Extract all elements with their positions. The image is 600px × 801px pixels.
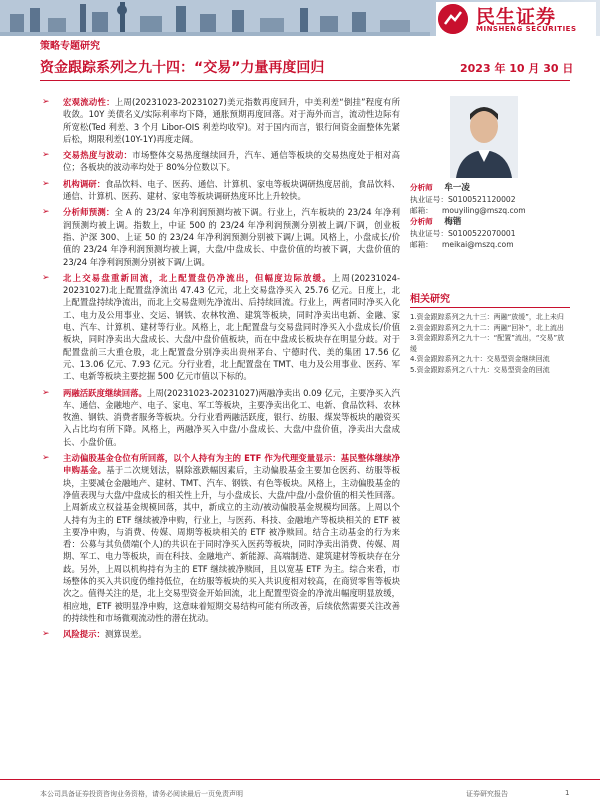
analyst-email[interactable]: mouyiling@mszq.com: [442, 206, 526, 215]
summary-item-northbound: ➢ 北上交易盘重新回流，北上配置盘仍净流出，但幅度边际放缓。上周(20231024-20231027)北上配置盘净流出 47.43 亿元，北上交易盘净买入 25.76 亿元。日度上，北上配置盘持续净流出，而北上交易盘则先净流出、后持续回流。行业上，两者同时净买入化工、电力及公用事业、交运、钢铁、农林牧渔、建筑等板块，同时净卖出电新、金融、家电、汽车、计算机、建材等行业。风格上，北上配置盘与交易盘同时净买入小盘成长/价值板块，同时净卖出大盘成长、大盘/中盘价值板块，而在中盘成长板块存在明显分歧。对于配置盘前三大重仓股，北上配置盘分别净卖出贵州茅台、宁德时代、美的集团 17.56 亿元、13.06 亿元、7.93 亿元。分行业看，北上配置盘在 TMT、电力及公用事业、医药、军工、电新等板块主要挖掘 500 亿元市值以下标的。: [42, 272, 400, 382]
analyst-cert: S0100522070001: [447, 229, 516, 238]
arrow-icon: ➢: [42, 97, 50, 107]
related-research-list: [410, 312, 570, 375]
arrow-icon: ➢: [42, 207, 50, 218]
analyst-block-2: 分析师 梅锴 执业证号：S0100522070001 邮箱： meikai@mszq.com: [410, 217, 516, 249]
page-footer: [0, 779, 600, 801]
related-research-item[interactable]: 1.资金跟踪系列之九十三：两融“放缓”，北上未归: [410, 313, 564, 321]
logo-text-en: MINSHENG SECURITIES: [476, 25, 577, 33]
related-research-item[interactable]: 2.资金跟踪系列之九十二：两融“回补”，北上流出: [410, 323, 564, 332]
arrow-icon: ➢: [42, 629, 50, 640]
page-number: 1: [565, 789, 570, 797]
arrow-icon: ➢: [42, 387, 50, 398]
summary-item-funds: ➢ 主动偏股基金仓位有所回落，以个人持有为主的 ETF 作为代理变量显示：基民整体继续净申购基金。基于二次规划法，剔除涨跌幅因素后，主动偏股基金主要加仓医药、纺服等板块，主要减仓金融地产、建材、TMT、汽车、钢铁、有色等板块。风格上，主动偏股基金的净值表现与大盘/中盘成长的相关性上升，与小盘成长、大盘/中盘/小盘价值的相关性回落。上周新成立权益基金规模回落，其中，新成立的主动/被动偏股基金规模均回落。上周以个人持有为主的 ETF 继续被净申购，行业上，与医药、科技、金融地产等板块相关的 ETF 被主要净申购，与消费、传媒、周期等板块相关的 ETF 被净赎回。结合主动基金的行为来看：公募与其负债端(个人)的共识在于同时净买入医药等板块，同时净卖出消费、传媒、周期、军工、电力等板块，而在科技、金融地产、新能源、高端制造、建筑建材等板块存在分歧。另外，上周以机构持有为主的 ETF 继续被净赎回，且以宽基 ETF 为主。综合来看，市场整体的买入共识度仍维持低位，在纺服等板块的买入共识度相对较高，在商贸零售等板块次之。值得关注的是，北上交易型资金开始回流，北上配置型资金的净流出幅度明显放缓，相应地，ETF 被明显净申购，这意味着短期交易结构可能有所改善，后续依然需要关注改善的持续性和市场微观流动性的潜在扰动。: [42, 453, 401, 623]
report-title: 资金跟踪系列之九十四：“交易”力量再度回归: [40, 60, 325, 76]
summary-item-research: ➢ 机构调研：食品饮料、电子、医药、通信、计算机、家电等板块调研热度居前，食品饮料、通信、计算机、医药、建材、家电等板块调研热度环比上升较快。: [42, 178, 401, 202]
header-banner: [0, 0, 600, 36]
related-research-item[interactable]: 3.资金跟踪系列之九十一：“配置”流出，“交易”放缓: [410, 334, 565, 353]
arrow-icon: ➢: [42, 150, 50, 161]
arrow-icon: ➢: [42, 178, 50, 189]
analyst-name: 梅锴: [444, 217, 462, 227]
header-divider: [40, 80, 570, 81]
summary-item-risk: ➢ 风险提示：测算误差。: [42, 629, 147, 640]
analyst-email[interactable]: meikai@mszq.com: [442, 240, 514, 249]
related-research-item[interactable]: 5.资金跟踪系列之八十九：交易型资金的回流: [410, 365, 550, 374]
report-date: 2023 年 10 月 30 日: [460, 62, 574, 75]
arrow-icon: ➢: [42, 272, 50, 283]
related-research-title: 相关研究: [410, 290, 570, 308]
summary-item-trading-heat: ➢ 交易热度与波动：市场整体交易热度继续回升，汽车、通信等板块的交易热度处于相对高位；各板块的波动率均处于 80%分位数以下。: [42, 150, 401, 173]
summary-item-margin: ➢ 两融活跃度继续回落。上周(20231023-20231027)两融净卖出 0.09 亿元，主要净买入汽车、通信、金融地产、电子、家电、军工等板块，主要净卖出化工、电新、食品饮料、农林牧渔、钢铁、消费者服务等板块。分行业看两融活跃度，银行、纺服、煤炭等板块的融资买入占比均有所下降。风格上，两融净买入中盘/小盘成长、大盘/中盘价值，净卖出大盘成长、小盘价值。: [42, 387, 400, 447]
minsheng-logo-icon: [438, 4, 468, 34]
summary-item-liquidity: ➢ 宏观流动性：上周(20231023-20231027)美元指数再度回升，中美利差“倒挂”程度有所收敛。10Y 美债名义/实际利率均下降，通胀预期再度回落。对于海外而言，流动性边际有所宽松(Ted 利差、3 个月 Libor-OIS 利差均收窄)。对于国内而言，银行间资金面整体先紧后松，期限利差(10Y-1Y)再度走阔。: [42, 97, 400, 144]
sidebar: [410, 96, 570, 375]
logo-text-cn: 民生证券: [476, 6, 557, 28]
city-skyline-image: [0, 0, 430, 36]
summary-item-forecast: ➢ 分析师预测：全 A 的 23/24 年净利润预测均被下调。行业上，汽车板块的 23/24 年净利润预测均被上调。指数上，中证 500 的 23/24 年净利润预测分别被上调/下调，创业板指、沪深 300、上证 50 的 23/24 年净利润预测分别被下调/上调。风格上，小盘成长/价值的 23/24 年净利润预测均被上调，大盘/中盘成长、中盘价值的均被下调，大盘价值的 23/24 年净利润预测分别被下调/上调。: [42, 207, 400, 267]
analyst-cert: S0100521120002: [447, 195, 516, 204]
analyst-name: 牟一凌: [444, 183, 470, 193]
footer-report-type: 证券研究报告: [466, 790, 508, 798]
related-research-item[interactable]: 4.资金跟踪系列之九十：交易型资金继续回流: [410, 355, 550, 363]
company-logo: [436, 2, 596, 36]
summary-section: [40, 96, 400, 644]
report-category: 策略专题研究: [40, 41, 100, 52]
analyst-photo: [450, 96, 518, 178]
footer-disclaimer: 本公司具备证券投资咨询业务资格，请务必阅读最后一页免责声明: [40, 790, 243, 798]
arrow-icon: ➢: [42, 453, 50, 464]
analyst-block-1: 分析师 牟一凌 执业证号：S0100521120002 邮箱： mouyiling@mszq.com: [410, 183, 526, 215]
